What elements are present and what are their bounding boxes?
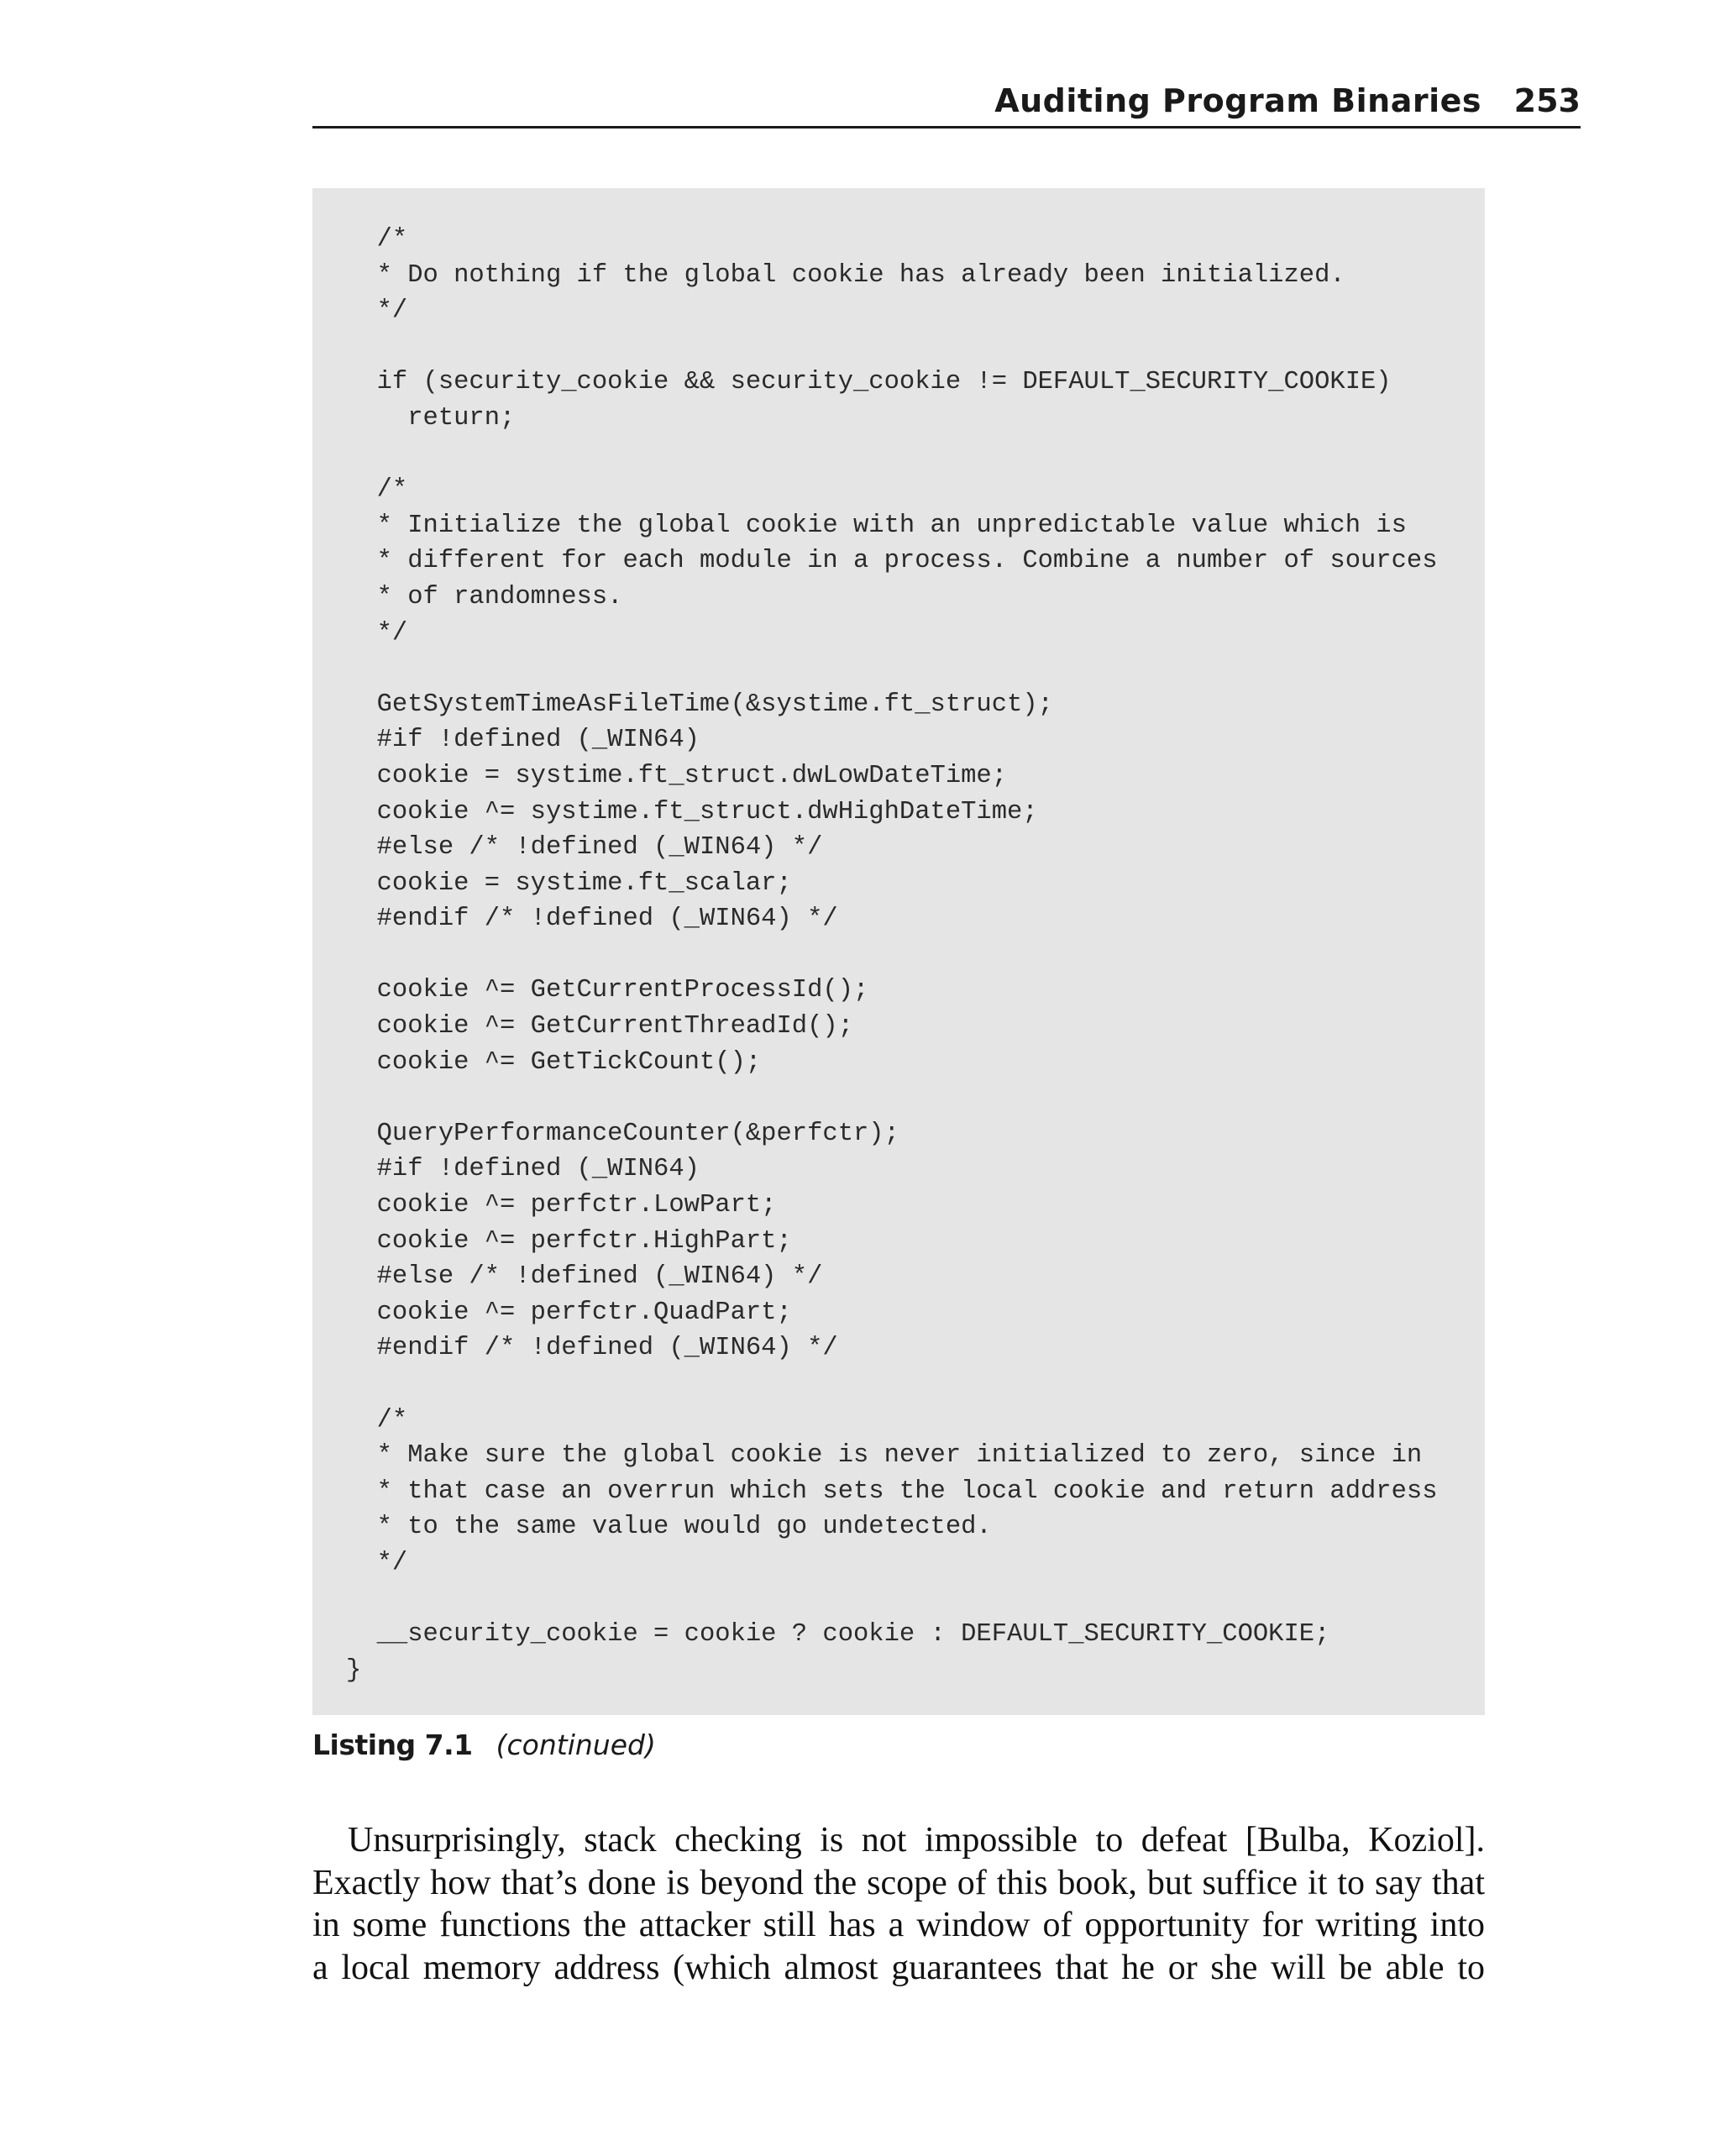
code-listing-text: /* * Do nothing if the global cookie has already been initialized. */ if (security_cookie && security_cookie != DEFAULT_SECURITY_COOKIE) return; /* * Initialize the global cookie with an unpredictable value which is * different for each module in a process. Combine a number of sources * of randomness. */ GetSystemTimeAsFileTime(&systime.ft_struct); #if !defined (_WIN64) cookie = systime.ft_struct.dwLowDateTime; cookie ^= systime.ft_struct.dwHighDateTime; #else /* !defined (_WIN64) */ cookie = systime.ft_scalar; #endif /* !defined (_WIN64) */ cookie ^= GetCurrentProcessId(); cookie ^= GetCurrentThreadId(); cookie ^= GetTickCount(); QueryPerformanceCounter(&perfctr); #if !defined (_WIN64) cookie ^= perfctr.LowPart; cookie ^= perfctr.HighPart; #else /* !defined (_WIN64) */ cookie ^= perfctr.QuadPart; #endif /* !defined (_WIN64) */ /* * Make sure the global cookie is never initialized to zero, since in * that case an overrun which sets the local cookie and return address * to the same value would go undetected. */ __security_cookie = cookie ? cookie : DEFAULT_SECURITY_COOKIE; }	[346, 225, 1438, 1685]
running-head-title: Auditing Program Binaries	[994, 82, 1481, 119]
paragraph-line: in some functions the attacker still has a window of opportunity for writing into	[312, 1906, 1485, 1944]
paragraph-line: Unsurprisingly, stack checking is not impossible to defeat [Bulba, Koziol].	[348, 1821, 1485, 1860]
listing-caption	[312, 1727, 656, 1762]
paragraph-line: Exactly how that’s done is beyond the scope of this book, but suffice it to say that	[312, 1863, 1485, 1902]
body-paragraph	[312, 1819, 1485, 1989]
listing-caption-label: Listing 7.1	[312, 1728, 473, 1761]
paragraph-line: a local memory address (which almost guarantees that he or she will be able to	[312, 1948, 1485, 1987]
page-header	[312, 77, 1581, 129]
code-listing	[312, 188, 1485, 1715]
listing-caption-note: (continued)	[496, 1728, 656, 1761]
page-number: 253	[1513, 82, 1581, 119]
